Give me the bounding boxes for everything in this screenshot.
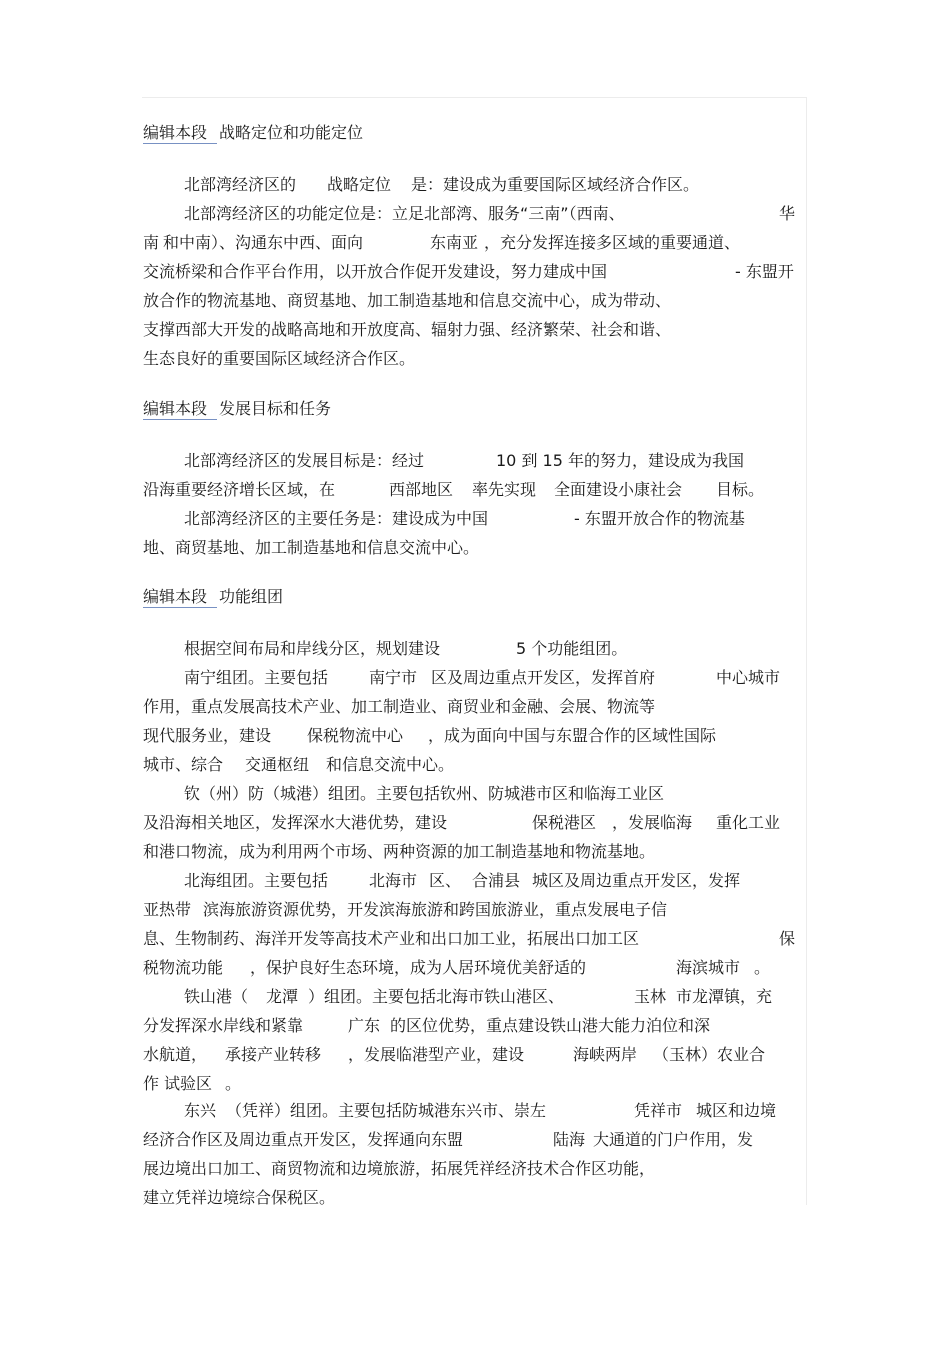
text: 北海组团。主要包括 [184, 871, 329, 890]
text: 是：建设成为重要国际区域经济合作区。 [411, 175, 700, 194]
section-heading-3 [143, 587, 283, 607]
paragraph [143, 663, 803, 779]
text: 支撑西部大开发的战略高地和开放度高、辐射力强、经济繁荣、社会和谐、 [143, 320, 672, 339]
text: 城市、综合 [143, 755, 224, 774]
text: 区、 [429, 871, 462, 890]
text: 地、商贸基地、加工制造基地和信息交流中心。 [143, 538, 480, 557]
link-yulin[interactable]: 玉林 [634, 987, 667, 1006]
link-dongnanya[interactable]: 东南亚 [430, 233, 479, 252]
text: 钦（州）防（城港）组团。主要包括钦州、防城港市区和临海工业区 [184, 784, 665, 803]
text: 经济合作区及周边重点开发区，发挥通向东盟 [143, 1130, 464, 1149]
text: 现代服务业，建设 [143, 726, 272, 745]
text: ，保护良好生态环境，成为人居环境优美舒适的 [250, 958, 587, 977]
text: - 东盟开放合作的物流基 [574, 509, 745, 528]
paragraph [143, 199, 803, 373]
text: 市龙潭镇，充 [676, 987, 773, 1006]
text: 南宁组团。主要包括 [184, 668, 329, 687]
link-huanan-part1[interactable]: 华 [779, 204, 796, 223]
text: 。 [225, 1074, 242, 1093]
section-title-2: 发展目标和任务 [219, 399, 332, 418]
text: 放合作的物流基地、商贸基地、加工制造基地和信息交流中心，成为带动、 [143, 291, 672, 310]
text: 5 个功能组团。 [516, 639, 628, 658]
text: ，成为面向中国与东盟合作的区域性国际 [428, 726, 717, 745]
edit-section-link-1[interactable]: 编辑本段 [143, 123, 217, 144]
text: - 东盟开 [735, 262, 794, 281]
link-haibin-chengshi[interactable]: 海滨城市 [676, 958, 741, 977]
text: 和中南）、沟通东中西、面向 [163, 233, 364, 252]
link-yaredai[interactable]: 亚热带 [143, 900, 192, 919]
text: 展边境出口加工、商贸物流和边境旅游，拓展凭祥经济技术合作区功能， [143, 1159, 656, 1178]
paragraph [143, 866, 803, 982]
text: 息、生物制药、海洋开发等高技术产业和出口加工业，拓展出口加工区 [143, 929, 640, 948]
text: 北部湾经济区的主要任务是：建设成为中国 [184, 509, 489, 528]
section-heading-2 [143, 399, 331, 419]
edit-section-link-3[interactable]: 编辑本段 [143, 587, 217, 608]
link-baoshui-wuliu-gongneng-part2[interactable]: 税物流功能 [143, 958, 224, 977]
link-zhonghua-gongye[interactable]: 重化工业 [716, 813, 781, 832]
text: 沿海重要经济增长区域，在 [143, 480, 336, 499]
text: 城区和边境 [696, 1101, 777, 1120]
link-quanmian-xiaokang[interactable]: 全面建设小康社会 [554, 480, 683, 499]
link-pingxiang-shi[interactable]: 凭祥市 [634, 1101, 683, 1120]
link-dongxing[interactable]: 东兴 [184, 1101, 217, 1120]
link-haixia-liangan[interactable]: 海峡两岸 [573, 1045, 638, 1064]
text: 铁山港（ [184, 987, 249, 1006]
text: 10 到 15 年的努力，建设成为我国 [496, 451, 744, 470]
link-baoshui-wuliu-gongneng-part1[interactable]: 保 [779, 929, 796, 948]
text: ，充分发挥连接多区域的重要通道、 [484, 233, 741, 252]
text: 及沿海相关地区，发挥深水大港优势，建设 [143, 813, 448, 832]
text: 北部湾经济区的 [184, 175, 297, 194]
section-title-3: 功能组团 [219, 587, 284, 606]
text: 北部湾经济区的发展目标是：经过 [184, 451, 425, 470]
text: 分发挥深水岸线和紧靠 [143, 1016, 304, 1035]
text: ，发展临海 [612, 813, 693, 832]
link-baoshui-gangqu[interactable]: 保税港区 [532, 813, 597, 832]
text: 建立凭祥边境综合保税区。 [143, 1188, 336, 1207]
text: 和港口物流，成为利用两个市场、两种资源的加工制造基地和物流基地。 [143, 842, 656, 861]
link-hepu-xian[interactable]: 合浦县 [472, 871, 521, 890]
text: ）组团。主要包括北海市铁山港区、 [308, 987, 565, 1006]
link-shiyan-qu[interactable]: 试验区 [164, 1074, 213, 1093]
link-xibu-diqu[interactable]: 西部地区 [389, 480, 454, 499]
link-luhai[interactable]: 陆海 [553, 1130, 586, 1149]
paragraph [143, 634, 803, 663]
text: 率先实现 [472, 480, 537, 499]
text: 。 [754, 958, 771, 977]
text: 的区位优势，重点建设铁山港大能力泊位和深 [390, 1016, 711, 1035]
link-baoshui-wuliu-zhongxin[interactable]: 保税物流中心 [307, 726, 404, 745]
text: ，发展临港型产业，建设 [348, 1045, 525, 1064]
text: 和信息交流中心。 [326, 755, 455, 774]
link-nanning-shi[interactable]: 南宁市 [369, 668, 418, 687]
paragraph [143, 982, 803, 1098]
text: 目标。 [716, 480, 765, 499]
link-zhanlue-dingwei[interactable]: 战略定位 [327, 175, 392, 194]
section-heading-1 [143, 123, 363, 143]
text: （凭祥）组团。主要包括防城港东兴市、崇左 [226, 1101, 547, 1120]
text: 作用，重点发展高技术产业、加工制造业、商贸业和金融、会展、物流等 [143, 697, 656, 716]
paragraph [143, 446, 803, 504]
text: 北部湾经济区的功能定位是：立足北部湾、服务“三南”（西南、 [184, 204, 625, 223]
text: 区及周边重点开发区，发挥首府 [431, 668, 656, 687]
text: 根据空间布局和岸线分区，规划建设 [184, 639, 441, 658]
text: 城区及周边重点开发区，发挥 [532, 871, 741, 890]
text: 水航道， [143, 1045, 208, 1064]
text: 交流桥梁和合作平台作用，以开放合作促开发建设，努力建成中国 [143, 262, 608, 281]
section-title-1: 战略定位和功能定位 [219, 123, 364, 142]
paragraph [143, 170, 803, 199]
link-longtan[interactable]: 龙潭 [266, 987, 299, 1006]
link-zhongxin-chengshi[interactable]: 中心城市 [716, 668, 781, 687]
text: 滨海旅游资源优势，开发滨海旅游和跨国旅游业，重点发展电子信 [203, 900, 668, 919]
link-guangdong[interactable]: 广东 [348, 1016, 381, 1035]
text: （玉林）农业合 [653, 1045, 766, 1064]
paragraph [143, 504, 803, 562]
text: 大通道的门户作用，发 [593, 1130, 754, 1149]
edit-section-link-2[interactable]: 编辑本段 [143, 399, 217, 420]
text: 作 [143, 1074, 160, 1093]
link-jiaotong-shuniu[interactable]: 交通枢纽 [245, 755, 310, 774]
link-huanan-part2[interactable]: 南 [143, 233, 160, 252]
link-chengjie-chanye-zhuanyi[interactable]: 承接产业转移 [225, 1045, 322, 1064]
text: 生态良好的重要国际区域经济合作区。 [143, 349, 416, 368]
paragraph [143, 779, 803, 866]
paragraph [143, 1096, 803, 1212]
link-beihai-shi[interactable]: 北海市 [369, 871, 418, 890]
